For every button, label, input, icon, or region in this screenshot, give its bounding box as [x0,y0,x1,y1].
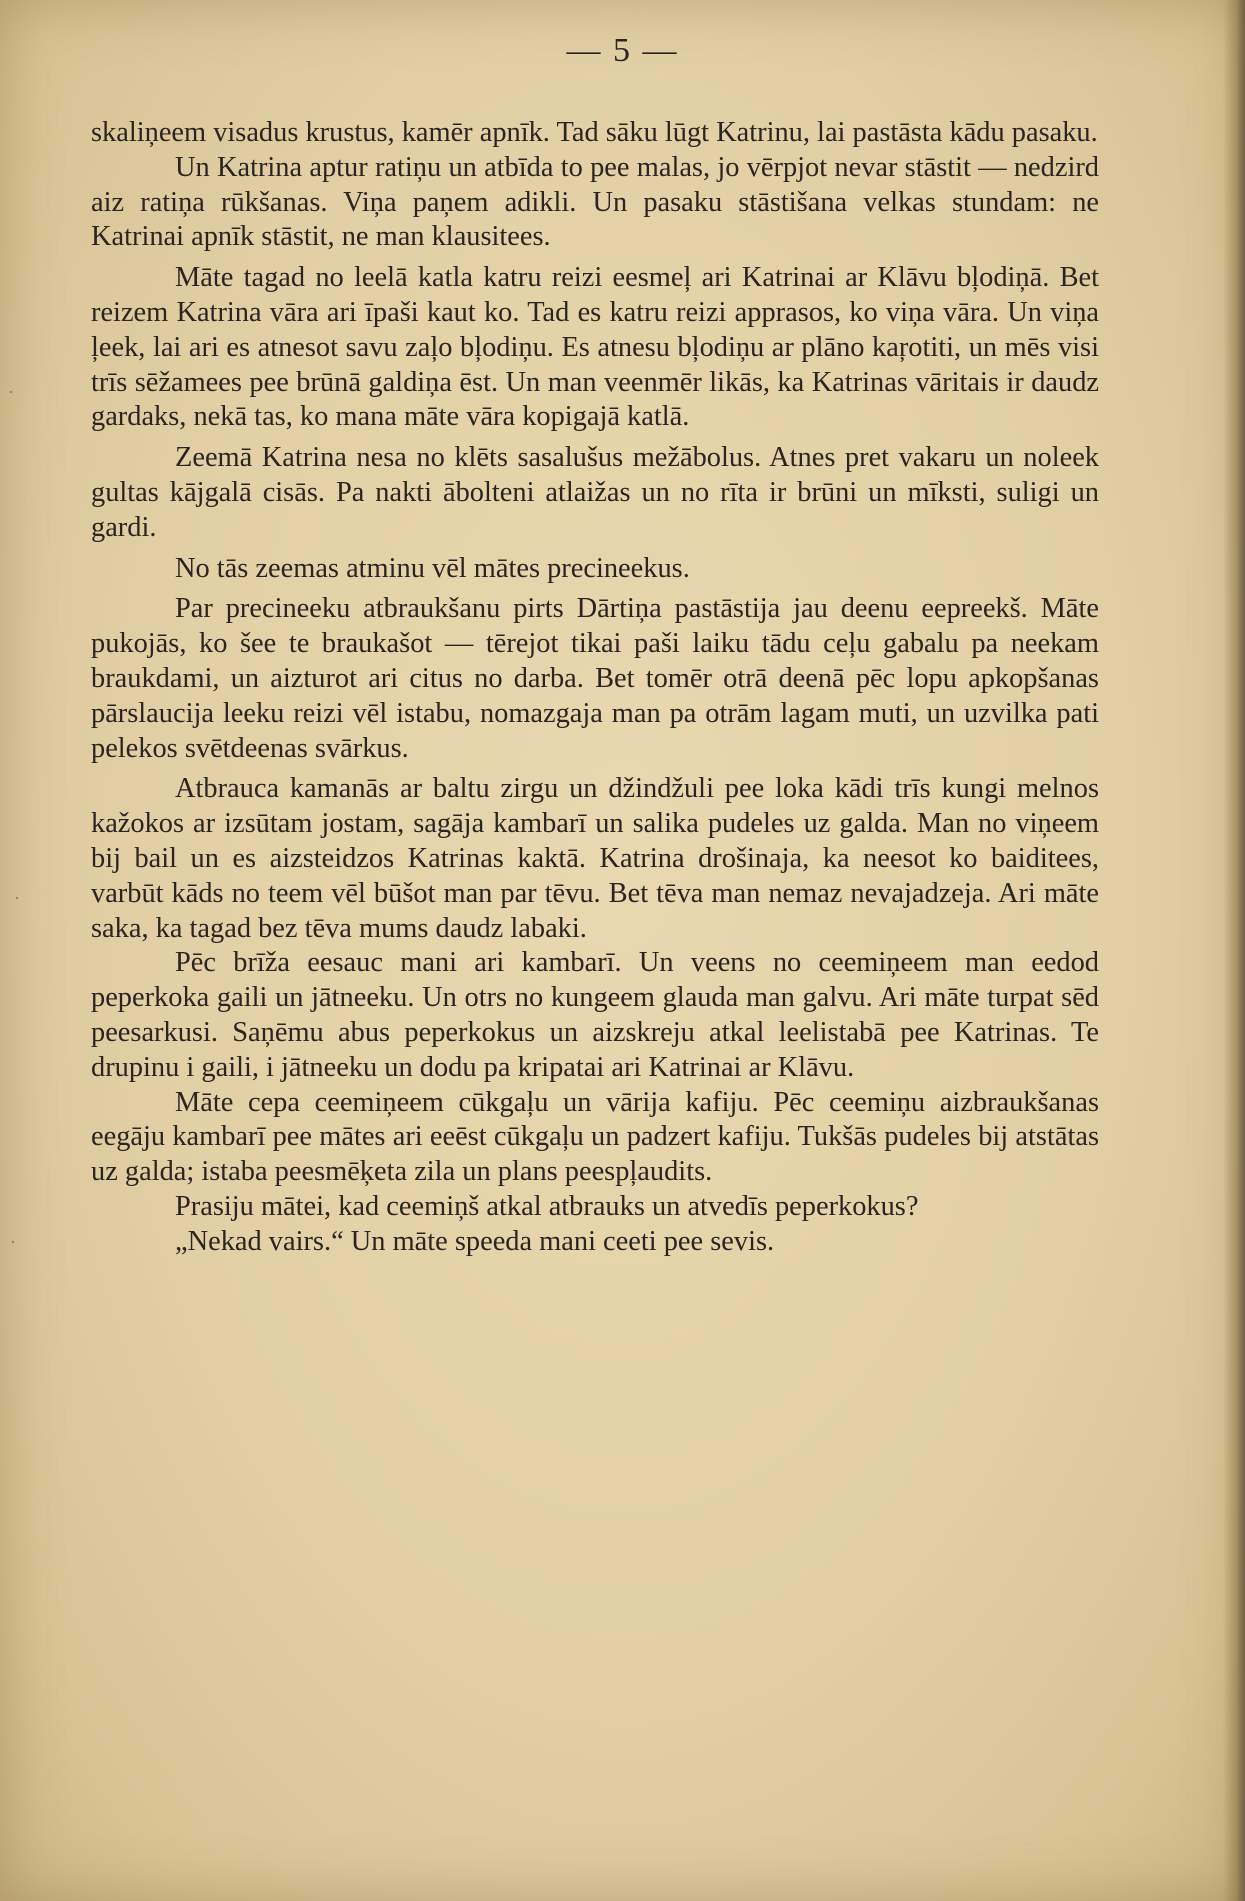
margin-speck: · [14,888,20,908]
margin-speck: · [10,1232,16,1252]
paragraph: „Nekad vairs.“ Un māte speeda mani ceeti pee sevis. [175,1225,775,1257]
paragraph: Pēc brīža eesauc mani ari kambarī. Un veens no ceemiņeem man eedod peperkoka gaili un jātneeku. Un otrs no kungeem glauda man galvu. Ari māte turpat sēd peesarkusi. Saņēmu abus peperkokus un aizskreju atkal leelistabā pee Katrinas. Te drupinu i gaili, i jātneeku un dodu pa kripatai ari Katrinai ar Klāvu. [91,947,1099,1083]
paragraph: Prasiju mātei, kad ceemiņš atkal atbrauks un atvedīs peperkokus? [175,1190,919,1222]
margin-speck: · [8,382,14,402]
body-text [91,116,1099,1260]
paragraph: Zeemā Katrina nesa no klēts sasalušus mežābolus. Atnes pret vakaru un noleek gultas kājgalā cisās. Pa nakti ābolteni atlaižas un no rīta ir brūni un mīksti, suligi un gardi. [91,442,1099,543]
page-edge-shadow [1223,0,1245,1901]
page-number: — 5 — [566,32,679,69]
paragraph: Un Katrina aptur ratiņu un atbīda to pee malas, jo vērpjot nevar stāstit — nedzird aiz ratiņa rūkšanas. Viņa paņem adikli. Un pasaku stāstišana velkas stundam: ne Katrinai apnīk stāstit, ne man klausitees. [91,151,1099,253]
paragraph: Par precineeku atbraukšanu pirts Dārtiņa pastāstija jau deenu eepreekš. Māte pukojās, ko šee te braukašot — tērejot tikai paši laiku tādu ceļu gabalu pa neekam braukdami, un aizturot ari citus no darba. Bet tomēr otrā deenā pēc lopu apkopšanas pārslaucija leeku reizi vēl istabu, nomazgaja man pa otrām lagam muti, un uzvilka pati pelekos svētdeenas svārkus. [91,593,1099,764]
paragraph: No tās zeemas atminu vēl mātes precineekus. [175,552,690,584]
paragraph: skaliņeem visadus krustus, kamēr apnīk. Tad sāku lūgt Katrinu, lai pastāsta kādu pasaku. [91,117,1098,148]
paragraph: Atbrauca kamanās ar baltu zirgu un džindžuli pee loka kādi trīs kungi melnos kažokos ar izsūtam jostam, sagāja kambarī un salika pudeles uz galda. Man no viņeem bij bail un es aizsteidzos Katrinas kaktā. Katrina drošinaja, ka neesot ko baiditees, varbūt kāds no teem vēl būšot man par tēvu. Bet tēva man nemaz nevajadzeja. Ari māte saka, ka tagad bez tēva mums daudz labaki. [91,773,1099,944]
paragraph: Māte tagad no leelā katla katru reizi eesmeļ ari Katrinai ar Klāvu bļodiņā. Bet reizem Katrina vāra ari īpaši kaut ko. Tad es katru reizi apprasos, ko viņa vāra. Un viņa ļeek, lai ari es atnesot savu zaļo bļodiņu. Es atnesu bļodiņu ar plāno kaŗotiti, un mēs visi trīs sēžamees pee brūnā galdiņa ēst. Un man veenmēr likās, ka Katrinas vāritais ir daudz gardaks, nekā tas, ko mana māte vāra kopigajā katlā. [91,262,1099,433]
paragraph: Māte cepa ceemiņeem cūkgaļu un vārija kafiju. Pēc ceemiņu aizbraukšanas eegāju kambarī pee mātes ari eeēst cūkgaļu un padzert kafiju. Tukšās pudeles bij atstātas uz galda; istaba peesmēķeta zila un plans peespļaudits. [91,1086,1099,1188]
